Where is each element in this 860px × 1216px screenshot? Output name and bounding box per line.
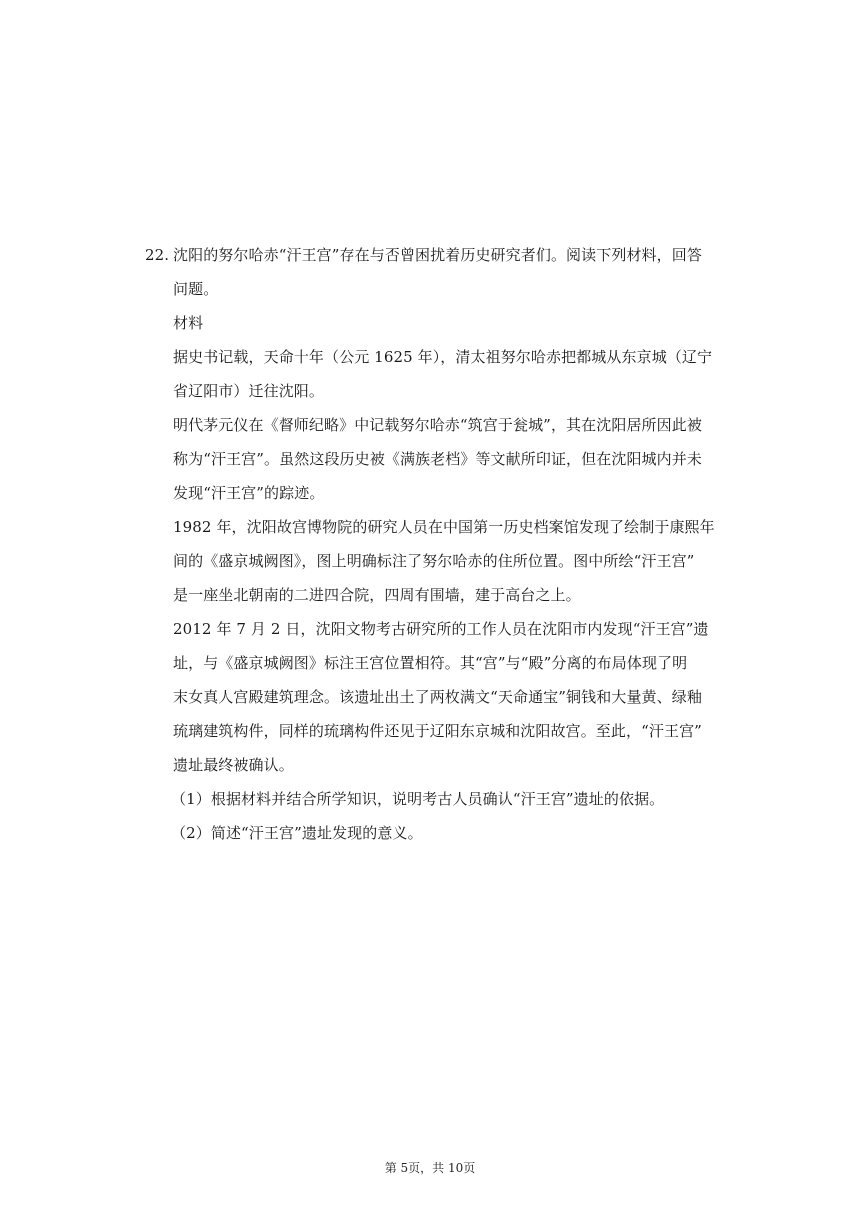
material-line: 省辽阳市）迁往沈阳。 (173, 382, 325, 400)
page-footer: 第 5页，共 10页 (384, 1161, 476, 1175)
material-line: 明代茅元仪在《督师纪略》中记载努尔哈赤“筑宫于瓮城”，其在沈阳居所因此被 (173, 416, 702, 434)
material-line: 发现“汗王宫”的踪迹。 (173, 484, 325, 502)
question-stem-line-1 (145, 238, 720, 272)
material-line: 末女真人宫殿建筑理念。该遗址出土了两枚满文“天命通宝”铜钱和大量黄、绿釉 (173, 688, 702, 706)
material-line: 琉璃建筑构件，同样的琉璃构件还见于辽阳东京城和沈阳故宫。至此，“汗王宫” (173, 722, 702, 740)
question-stem-line-2: 问题。 (173, 280, 219, 298)
question-22 (145, 238, 720, 850)
material-line: 据史书记载，天命十年（公元 1625 年），清太祖努尔哈赤把都城从东京城（辽宁 (173, 348, 713, 366)
material-line: 是一座坐北朝南的二进四合院，四周有围墙，建于高台之上。 (173, 586, 581, 604)
material-line: 址，与《盛京城阙图》标注王宫位置相符。其“宫”与“殿”分离的布局体现了明 (173, 654, 688, 672)
sub-question-2: （2）简述“汗王宫”遗址发现的意义。 (171, 824, 423, 842)
material-line: 称为“汗王宫”。虽然这段历史被《满族老档》等文献所印证，但在沈阳城内并未 (173, 450, 702, 468)
material-line: 1982 年，沈阳故宫博物院的研究人员在中国第一历史档案馆发现了绘制于康熙年 (173, 518, 715, 536)
sub-question-1: （1）根据材料并结合所学知识，说明考古人员确认“汗王宫”遗址的依据。 (171, 790, 665, 808)
question-number: 22. (145, 246, 170, 264)
material-label: 材料 (173, 314, 204, 332)
material-line: 2012 年 7 月 2 日，沈阳文物考古研究所的工作人员在沈阳市内发现“汗王宫”遗 (173, 620, 709, 638)
question-stem-text: 沈阳的努尔哈赤“汗王宫”存在与否曾困扰着历史研究者们。阅读下列材料，回答 (173, 246, 702, 264)
material-line: 间的《盛京城阙图》，图上明确标注了努尔哈赤的住所位置。图中所绘“汗王宫” (173, 552, 695, 570)
material-line: 遗址最终被确认。 (173, 756, 294, 774)
